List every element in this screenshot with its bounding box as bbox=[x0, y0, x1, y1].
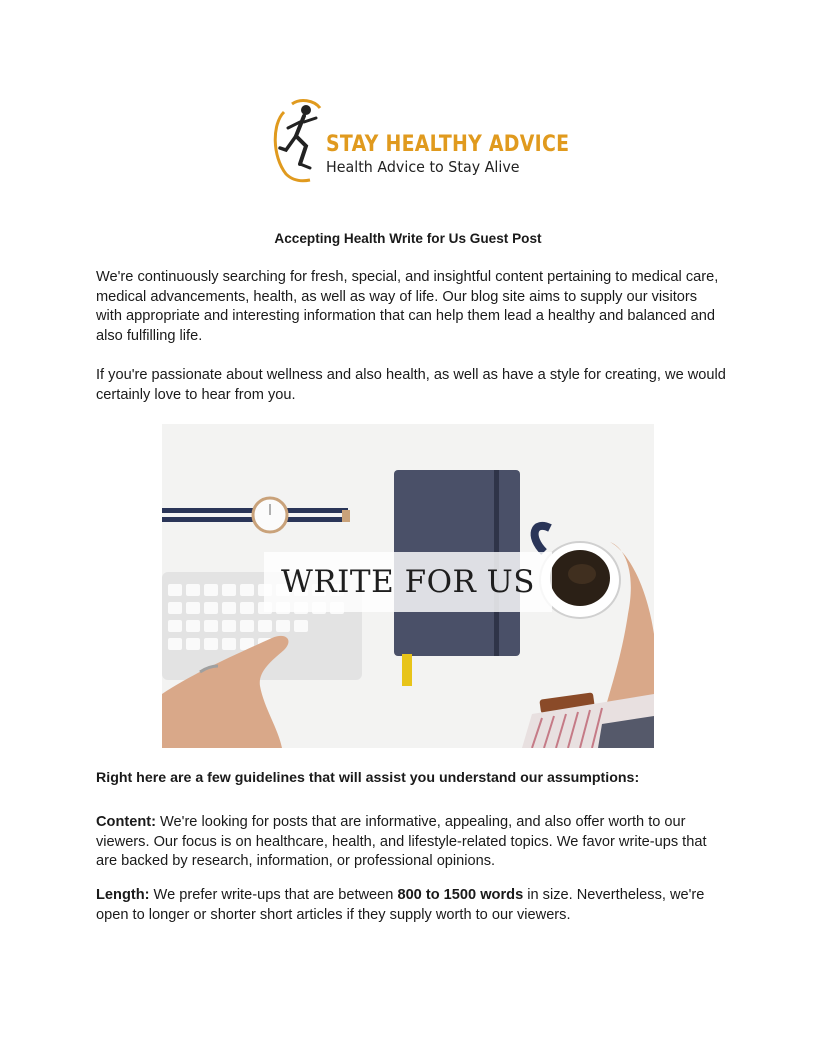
invite-paragraph: If you're passionate about wellness and also health, as well as have a style for creating, we would certainly love to hear from you. bbox=[96, 367, 726, 403]
site-logo bbox=[270, 94, 570, 186]
length-word-range: 800 to 1500 words bbox=[397, 887, 524, 903]
runner-logo-icon bbox=[270, 94, 330, 186]
length-label: Length: bbox=[96, 887, 150, 903]
logo-brand-text: STAY HEALTHY ADVICE bbox=[326, 132, 570, 157]
content-text: We're looking for posts that are informative, appealing, and also offer worth to our viewers. Our focus is on healthcare, health, and lifestyle-related topics. We favor write-ups that are backed by research, information, or professional opinions. bbox=[96, 814, 707, 870]
write-for-us-banner: WRITE FOR US bbox=[280, 564, 536, 600]
write-for-us-image bbox=[162, 424, 654, 748]
page-title: Accepting Health Write for Us Guest Post bbox=[274, 231, 542, 246]
length-text-before: We prefer write-ups that are between bbox=[149, 887, 398, 903]
content-guideline bbox=[96, 813, 726, 872]
length-guideline bbox=[96, 886, 726, 925]
logo-tagline: Health Advice to Stay Alive bbox=[326, 158, 520, 176]
content-label: Content: bbox=[96, 814, 156, 830]
guidelines-heading: Right here are a few guidelines that will assist you understand our assumptions: bbox=[96, 770, 640, 786]
intro-paragraph: We're continuously searching for fresh, special, and insightful content pertaining to medical care, medical advancements, health, as well as way of life. Our blog site aims to supply our visitors with appropriate and interesting information that can help them lead a healthy and balanced and also fulfilling life. bbox=[96, 269, 719, 344]
length-text-after: in size. Nevertheless, we're open to longer or shorter short articles if they supply worth to our viewers. bbox=[96, 887, 705, 923]
